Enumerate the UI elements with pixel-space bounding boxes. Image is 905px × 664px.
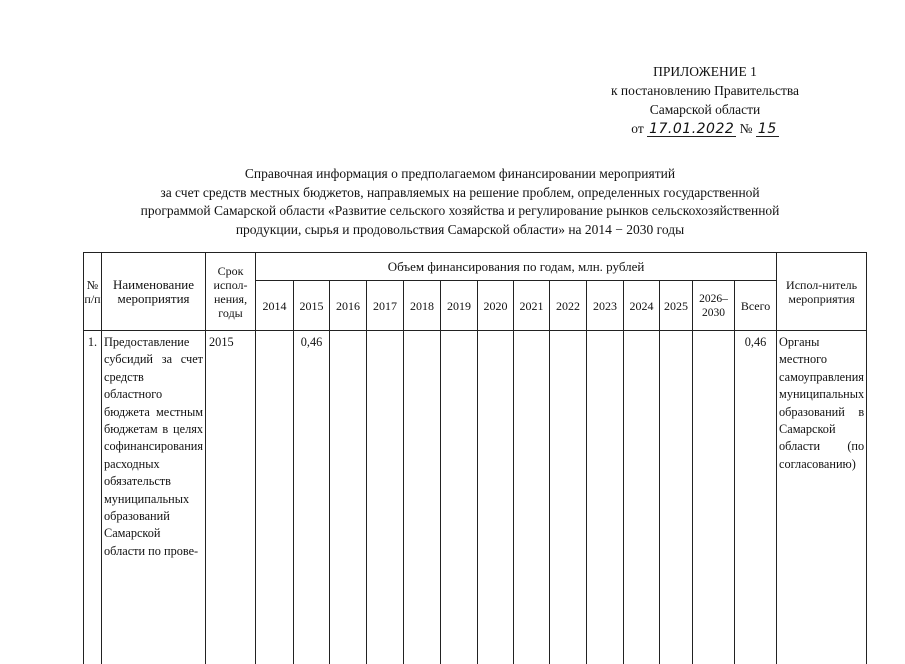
year-header: 2023 [587, 281, 624, 331]
title-line-4: продукции, сырья и продовольствия Самарской области» на 2014 − 2030 годы [60, 221, 860, 240]
row-term: 2015 [206, 331, 256, 664]
year-header: 2024 [624, 281, 660, 331]
annex-line-2: Самарской области [560, 100, 850, 119]
header-executor: Испол-нитель мероприятия [777, 253, 867, 331]
row-value [478, 331, 514, 664]
year-header: 2025 [660, 281, 693, 331]
date-prefix: от [631, 121, 643, 136]
header-funding: Объем финансирования по годам, млн. рублей [256, 253, 777, 281]
row-value [441, 331, 478, 664]
title-line-2: за счет средств местных бюджетов, направляемых на решение проблем, определенных государственной [60, 184, 860, 203]
header-term: Срок испол-нения, годы [206, 253, 256, 331]
row-executor: Органы местного самоуправления муниципальных образований в Самарской области (по согласованию) [777, 331, 867, 664]
year-header: 2017 [367, 281, 404, 331]
row-total: 0,46 [735, 331, 777, 664]
total-header: Всего [735, 281, 777, 331]
number-prefix: № [740, 121, 753, 136]
handwritten-date: 17.01.2022 [647, 122, 736, 137]
row-value [256, 331, 294, 664]
annex-line-1: к постановлению Правительства [560, 81, 850, 100]
year-header: 2026–2030 [693, 281, 735, 331]
row-num: 1. [84, 331, 102, 664]
row-value [367, 331, 404, 664]
year-header: 2022 [550, 281, 587, 331]
row-value [404, 331, 441, 664]
year-header: 2018 [404, 281, 441, 331]
year-header: 2020 [478, 281, 514, 331]
year-header: 2019 [441, 281, 478, 331]
row-value [693, 331, 735, 664]
row-value [514, 331, 550, 664]
year-header: 2015 [294, 281, 330, 331]
title-line-1: Справочная информация о предполагаемом финансировании мероприятий [60, 165, 860, 184]
header-name: Наименование мероприятия [102, 253, 206, 331]
row-name: Предоставление субсидий за счет средств областного бюджета местным бюджетам в целях софинансирования расходных обязательств муниципальных образований Самарской области по прове- [102, 331, 206, 664]
year-header: 2014 [256, 281, 294, 331]
row-value [330, 331, 367, 664]
table-row [84, 331, 867, 664]
row-value [624, 331, 660, 664]
title-line-3: программой Самарской области «Развитие сельского хозяйства и регулирование рынков сельскохозяйственной [60, 202, 860, 221]
year-header: 2021 [514, 281, 550, 331]
row-value [550, 331, 587, 664]
annex-date-line [560, 119, 850, 138]
year-header: 2016 [330, 281, 367, 331]
header-num: № п/п [84, 253, 102, 331]
document-title [60, 165, 860, 239]
handwritten-number: 15 [756, 122, 779, 137]
row-value [660, 331, 693, 664]
row-value [587, 331, 624, 664]
annex-block [560, 62, 850, 138]
row-value: 0,46 [294, 331, 330, 664]
funding-table [83, 252, 867, 664]
annex-title: ПРИЛОЖЕНИЕ 1 [560, 62, 850, 81]
